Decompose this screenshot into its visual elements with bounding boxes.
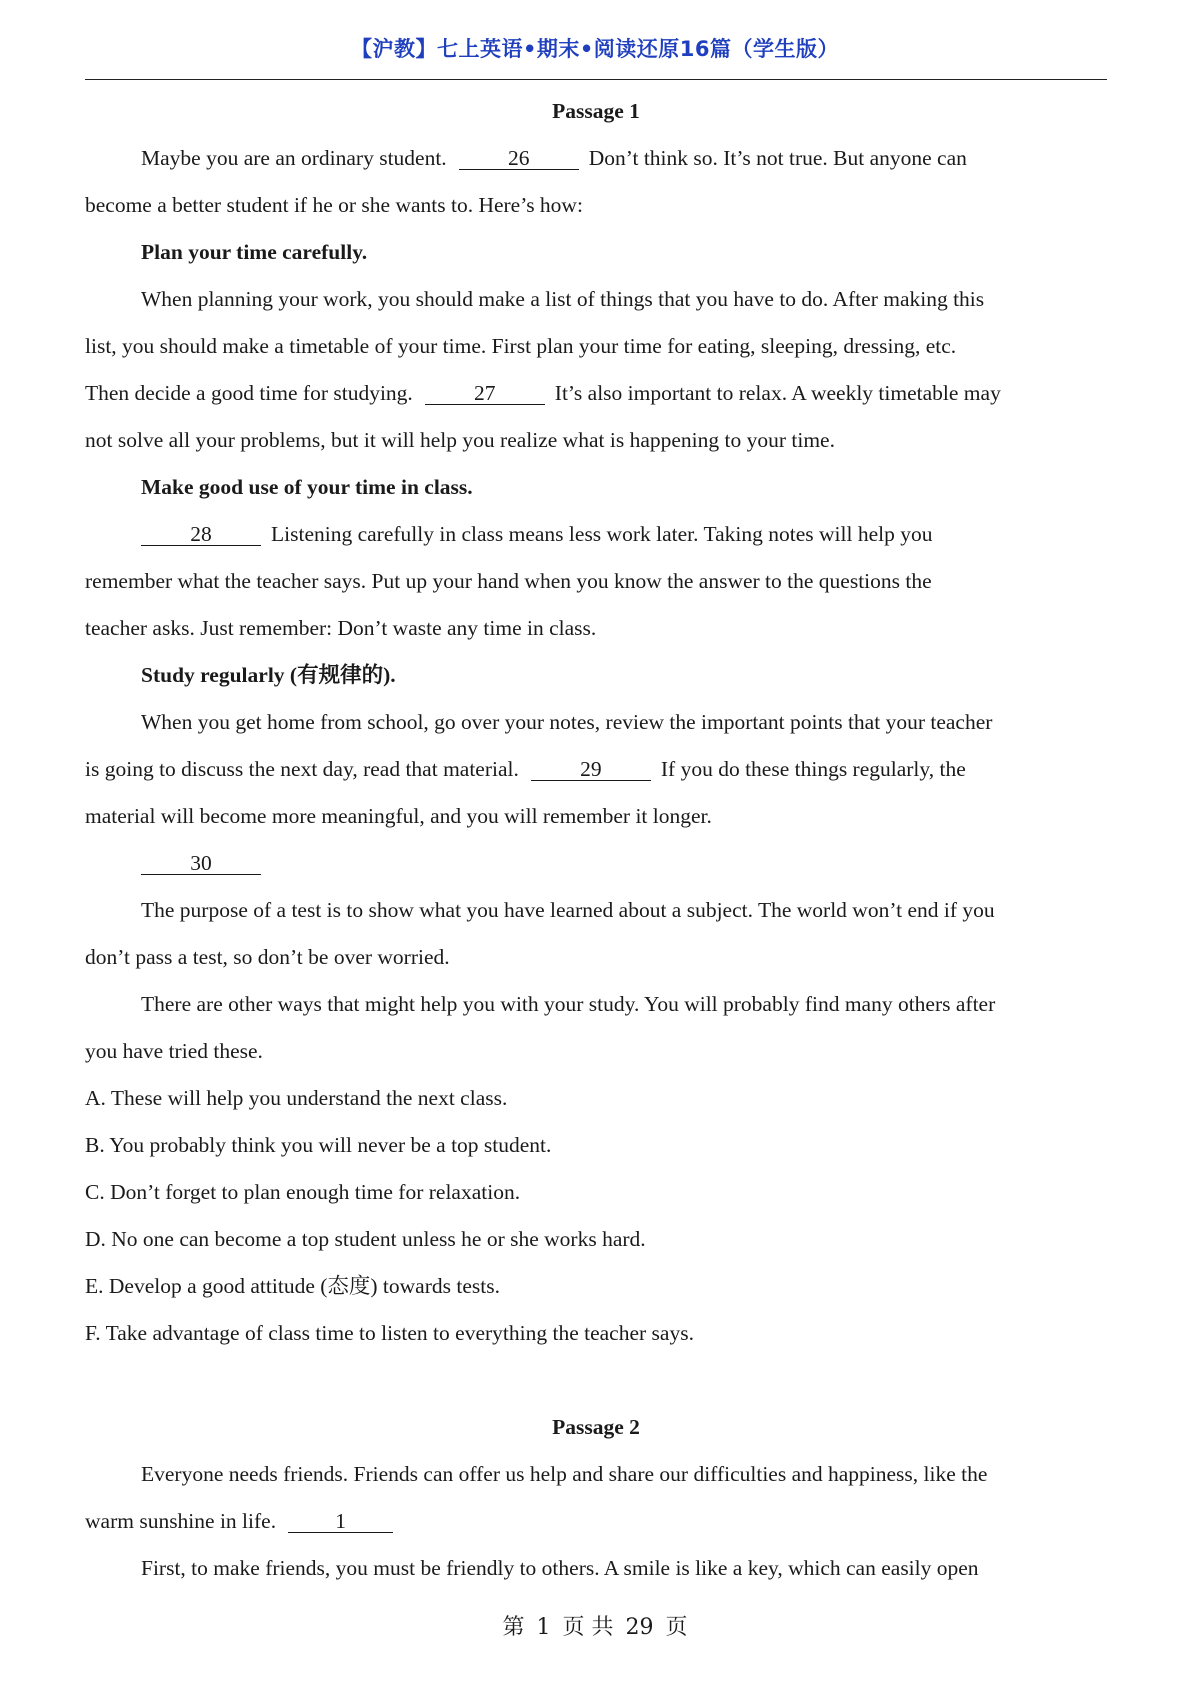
passage-1-paragraph-3-line-1 [85, 511, 1107, 558]
document-header-title: 【沪教】七上英语•期末•阅读还原16篇（学生版） [350, 37, 840, 61]
passage-1-paragraph-4-line-1: When you get home from school, go over your notes, review the important points that your teacher [141, 710, 993, 734]
footer-suffix: 页 [665, 1615, 688, 1640]
answer-blank-26[interactable]: 26 [459, 147, 579, 170]
paragraph-text: Don’t think so. It’s not true. But anyone can [588, 146, 967, 170]
passage-1-paragraph-6-line-1: There are other ways that might help you with your study. You will probably find many others after [141, 992, 996, 1016]
footer-page-number: 1 [536, 1615, 551, 1640]
option-f: F. Take advantage of class time to listen to everything the teacher says. [85, 1321, 694, 1345]
section-heading-plan-time: Plan your time carefully. [141, 240, 368, 264]
answer-blank-1[interactable]: 1 [288, 1510, 393, 1533]
document-body [85, 88, 1107, 1592]
header-divider [85, 79, 1107, 80]
passage-1-paragraph-5-line-1: The purpose of a test is to show what you have learned about a subject. The world won’t end if you [141, 898, 995, 922]
paragraph-text: Then decide a good time for studying. [85, 381, 413, 405]
passage-2-paragraph-1-line-1: Everyone needs friends. Friends can offer us help and share our difficulties and happiness, like the [141, 1462, 988, 1486]
passage-1-paragraph-1-line-1 [85, 135, 1107, 182]
passage-1-paragraph-4-line-2 [85, 746, 1107, 793]
paragraph-text: is going to discuss the next day, read that material. [85, 757, 519, 781]
passage-1-paragraph-2-line-4: not solve all your problems, but it will help you realize what is happening to your time. [85, 428, 835, 452]
answer-blank-27[interactable]: 27 [425, 382, 545, 405]
footer-total-pages: 29 [625, 1615, 654, 1640]
passage-1-paragraph-4-line-3: material will become more meaningful, and you will remember it longer. [85, 804, 712, 828]
footer-prefix: 第 [502, 1615, 525, 1640]
passage-1-paragraph-3-line-2: remember what the teacher says. Put up your hand when you know the answer to the questions the [85, 569, 932, 593]
section-heading-class-time: Make good use of your time in class. [141, 475, 473, 499]
option-a: A. These will help you understand the next class. [85, 1086, 508, 1110]
page-footer [0, 1610, 1190, 1641]
section-heading-study-regularly: Study regularly (有规律的). [141, 663, 396, 687]
passage-1-paragraph-6-line-2: you have tried these. [85, 1039, 263, 1063]
passage-1-paragraph-1-line-2: become a better student if he or she wants to. Here’s how: [85, 193, 583, 217]
paragraph-text: Maybe you are an ordinary student. [141, 146, 447, 170]
option-c: C. Don’t forget to plan enough time for relaxation. [85, 1180, 521, 1204]
passage-1-title: Passage 1 [552, 99, 640, 123]
answer-blank-28[interactable]: 28 [141, 523, 261, 546]
footer-middle: 页 共 [562, 1615, 614, 1640]
passage-1-paragraph-5-line-2: don’t pass a test, so don’t be over worried. [85, 945, 450, 969]
option-b: B. You probably think you will never be a top student. [85, 1133, 552, 1157]
passage-1-paragraph-2-line-3 [85, 370, 1107, 417]
paragraph-text: If you do these things regularly, the [660, 757, 966, 781]
option-e: E. Develop a good attitude (态度) towards tests. [85, 1274, 500, 1298]
paragraph-text: warm sunshine in life. [85, 1509, 277, 1533]
passage-1-paragraph-3-line-3: teacher asks. Just remember: Don’t waste any time in class. [85, 616, 597, 640]
passage-1-paragraph-2-line-1: When planning your work, you should make a list of things that you have to do. After making this [141, 287, 985, 311]
passage-1-paragraph-2-line-2: list, you should make a timetable of your time. First plan your time for eating, sleeping, dressing, etc. [85, 334, 957, 358]
answer-blank-29[interactable]: 29 [531, 758, 651, 781]
paragraph-text: It’s also important to relax. A weekly timetable may [554, 381, 1001, 405]
answer-blank-30[interactable]: 30 [141, 852, 261, 875]
option-d: D. No one can become a top student unless he or she works hard. [85, 1227, 646, 1251]
paragraph-text: Listening carefully in class means less work later. Taking notes will help you [271, 522, 933, 546]
passage-1-heading-blank-30 [85, 840, 1107, 887]
passage-2-paragraph-1-line-2 [85, 1498, 1107, 1545]
passage-2-title: Passage 2 [552, 1415, 640, 1439]
passage-spacer [85, 1357, 1107, 1404]
passage-2-paragraph-2-line-1: First, to make friends, you must be friendly to others. A smile is like a key, which can easily open [141, 1556, 979, 1580]
